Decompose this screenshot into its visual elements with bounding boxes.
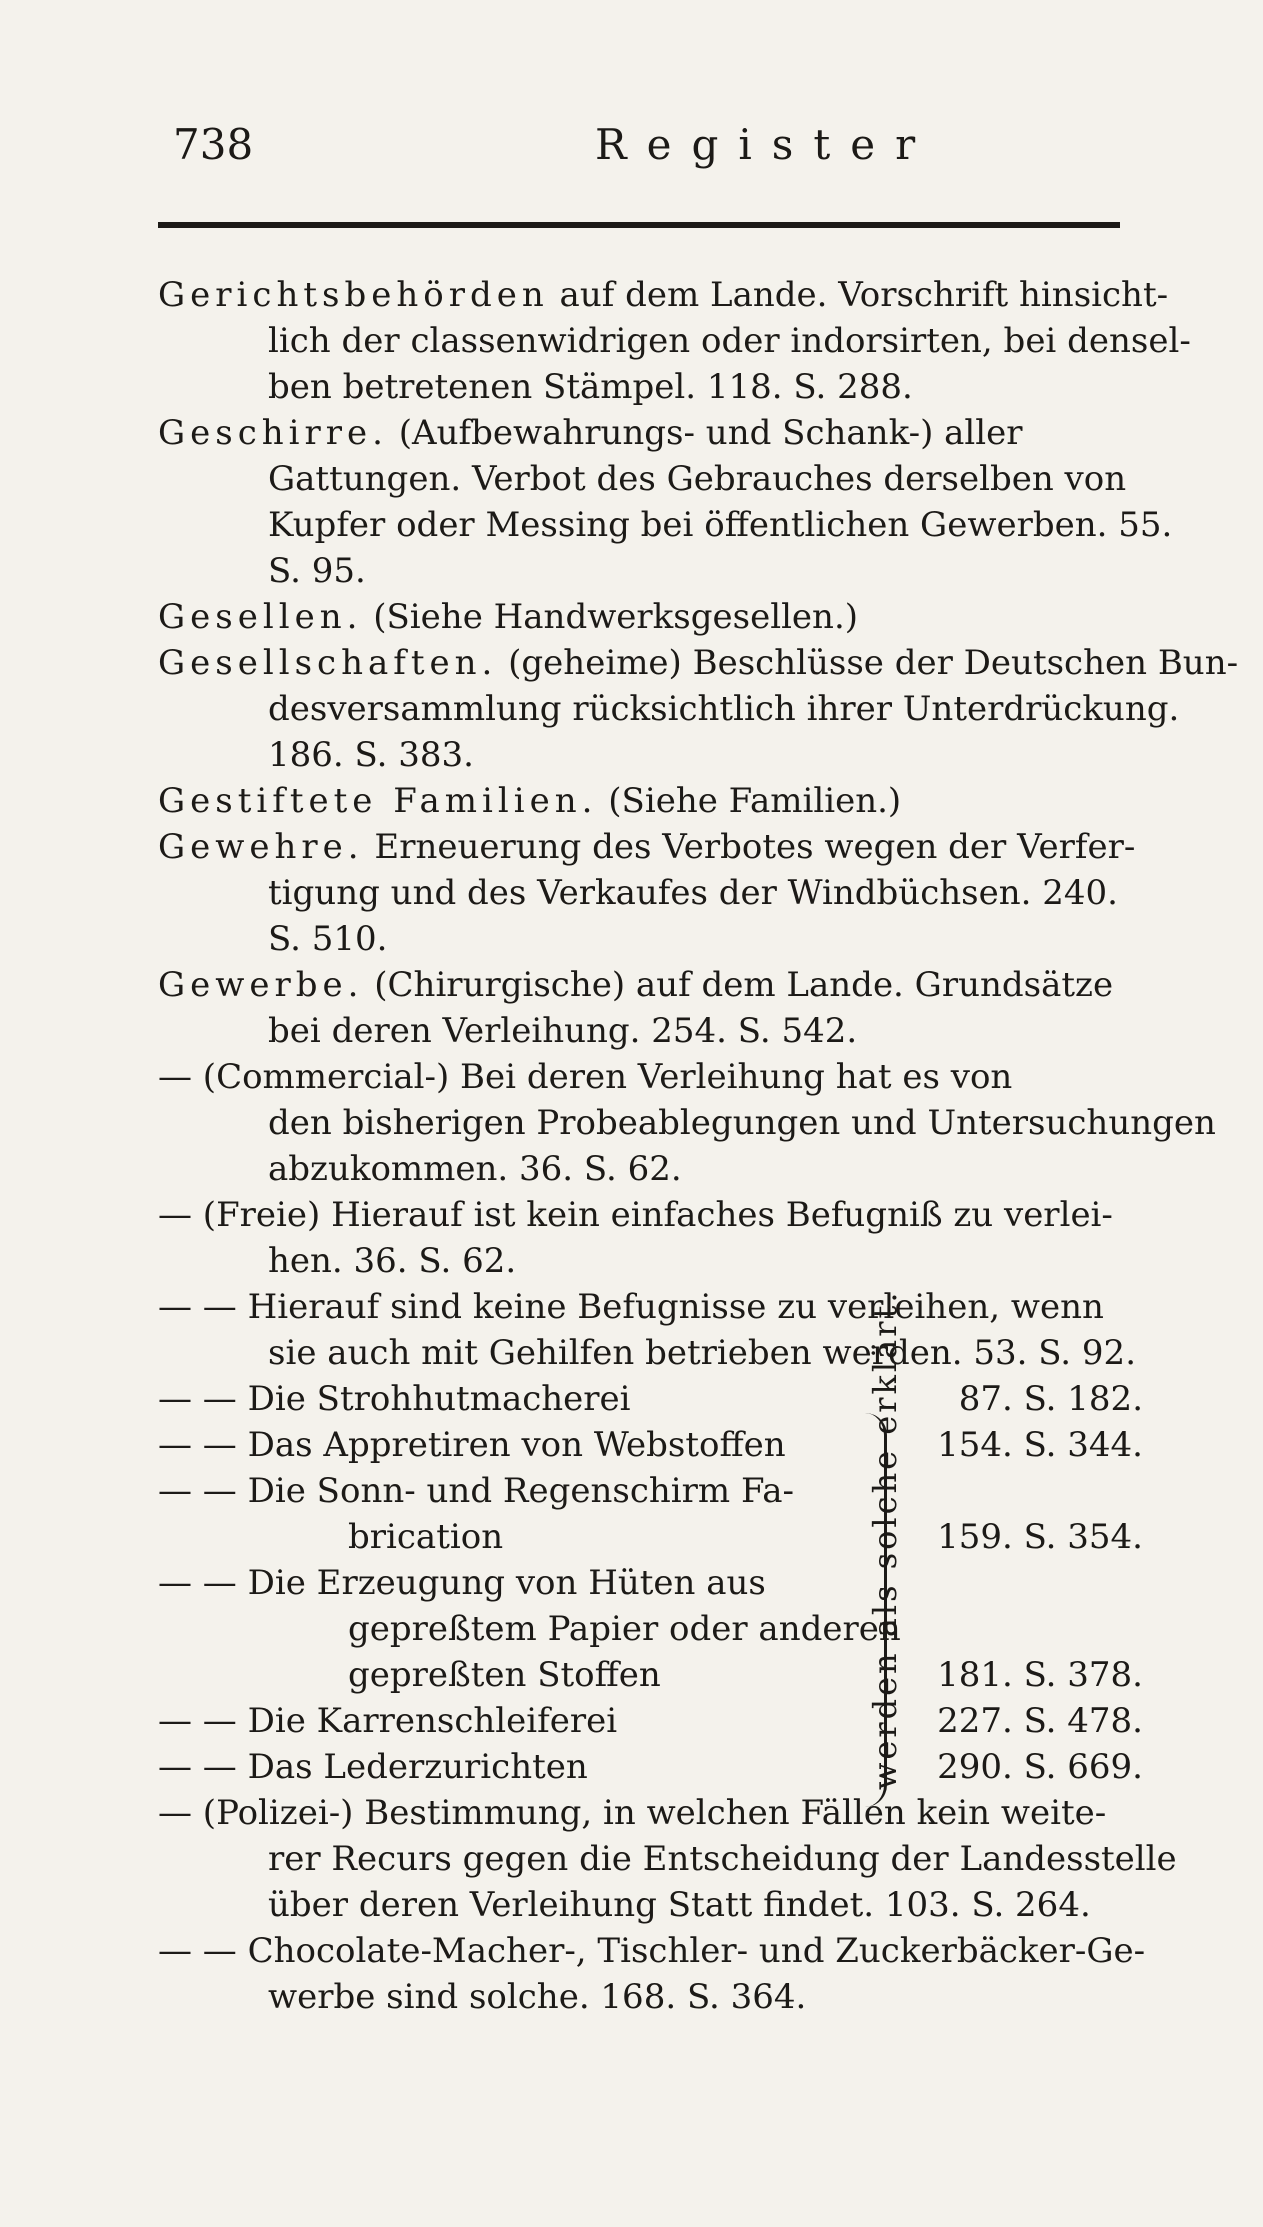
entry-line <box>158 824 1138 870</box>
entry-text: abzukommen. 36. S. 62. <box>268 1149 682 1189</box>
entry-reference: 181. S. 378. <box>937 1655 1143 1695</box>
entry-text: gepreßten Stoffen <box>348 1655 661 1695</box>
entry-text: hen. 36. S. 62. <box>268 1241 517 1281</box>
entry-line <box>158 1744 1143 1790</box>
entry-line <box>158 364 1138 410</box>
entry-reference: 154. S. 344. <box>937 1425 1143 1465</box>
entry-text: — — Die Karrenschleiferei <box>158 1701 618 1741</box>
entry-reference: 290. S. 669. <box>937 1747 1143 1787</box>
entry-line <box>158 1652 1143 1698</box>
entry-line <box>158 916 1138 962</box>
entry-heading: Gewerbe. <box>158 965 364 1005</box>
entry-line <box>158 640 1239 686</box>
entry-text: (Aufbewahrungs- und Schank-) aller <box>387 413 1023 453</box>
entry-line <box>158 1238 1138 1284</box>
entry-line <box>158 594 1138 640</box>
entry-line <box>158 870 1138 916</box>
entry-line <box>158 1974 1138 2020</box>
entry-line <box>158 1606 1138 1652</box>
entry-heading: Gesellschaften. <box>158 643 498 683</box>
entry-reference: 87. S. 182. <box>958 1379 1143 1419</box>
entry-line <box>158 1284 1138 1330</box>
entry-text: — — Das Appretiren von Webstoffen <box>158 1425 786 1465</box>
entry-line <box>158 1882 1138 1928</box>
entry-heading: Gestiftete Familien. <box>158 781 598 821</box>
entry-line <box>158 1514 1143 1560</box>
page-number: 738 <box>173 120 254 169</box>
entry-text: sie auch mit Gehilfen betrieben werden. 53. S. 92. <box>268 1333 1136 1373</box>
entry-line <box>158 1468 1138 1514</box>
running-title: Register <box>595 120 936 169</box>
entry-line <box>158 548 1138 594</box>
entry-line <box>158 732 1138 778</box>
entry-text: auf dem Lande. Vorschrift hinsicht- <box>548 275 1169 315</box>
entry-line <box>158 272 1169 318</box>
entry-text: ben betretenen Stämpel. 118. S. 288. <box>268 367 913 407</box>
entry-line <box>158 962 1138 1008</box>
entry-line <box>158 1192 1138 1238</box>
entry-text: lich der classenwidrigen oder indorsirten, bei densel- <box>268 321 1191 361</box>
entry-text: — — Die Sonn- und Regenschirm Fa- <box>158 1471 795 1511</box>
entry-line <box>158 1836 1177 1882</box>
entry-line <box>158 1330 1138 1376</box>
entry-line <box>158 456 1138 502</box>
entry-heading: Gesellen. <box>158 597 363 637</box>
entry-reference: 227. S. 478. <box>937 1701 1143 1741</box>
entry-line <box>158 502 1173 548</box>
entry-text: über deren Verleihung Statt findet. 103. S. 264. <box>268 1885 1091 1925</box>
entry-text: werbe sind solche. 168. S. 364. <box>268 1977 807 2017</box>
entry-text: — (Commercial-) Bei deren Verleihung hat es von <box>158 1057 1013 1097</box>
entry-text: — — Die Strohhutmacherei <box>158 1379 631 1419</box>
entry-text: (Siehe Familien.) <box>597 781 902 821</box>
entry-text: gepreßtem Papier oder anderen <box>348 1609 901 1649</box>
entry-text: — (Freie) Hierauf ist kein einfaches Befugniß zu verlei- <box>158 1195 1113 1235</box>
entry-line <box>158 1146 1138 1192</box>
entry-text: — — Die Erzeugung von Hüten aus <box>158 1563 766 1603</box>
entry-text: (geheime) Beschlüsse der Deutschen Bun- <box>497 643 1239 683</box>
entry-text: den bisherigen Probeablegungen und Untersuchungen <box>268 1103 1216 1143</box>
entry-text: desversammlung rücksichtlich ihrer Unterdrückung. <box>268 689 1180 729</box>
entry-text: Kupfer oder Messing bei öffentlichen Gewerben. 55. <box>268 505 1173 545</box>
entry-text: — — Das Lederzurichten <box>158 1747 588 1787</box>
entry-text: S. 510. <box>268 919 388 959</box>
entry-line <box>158 410 1138 456</box>
entry-line <box>158 1054 1138 1100</box>
entry-line <box>158 686 1180 732</box>
entry-line <box>158 318 1191 364</box>
entry-reference: 159. S. 354. <box>937 1517 1143 1557</box>
bracket-note: werden als solche erklärt. <box>866 1289 904 1790</box>
header-rule <box>158 222 1120 228</box>
entry-text: bei deren Verleihung. 254. S. 542. <box>268 1011 858 1051</box>
register-entries <box>158 272 1239 2020</box>
entry-text: rer Recurs gegen die Entscheidung der Landesstelle <box>268 1839 1177 1879</box>
entry-text: — — Hierauf sind keine Befugnisse zu verleihen, wenn <box>158 1287 1104 1327</box>
entry-line <box>158 1100 1216 1146</box>
entry-line <box>158 1698 1143 1744</box>
entry-heading: Gewehre. <box>158 827 364 867</box>
entry-text: Gattungen. Verbot des Gebrauches derselben von <box>268 459 1127 499</box>
entry-line <box>158 1008 1138 1054</box>
entry-line <box>158 1928 1146 1974</box>
entry-text: 186. S. 383. <box>268 735 474 775</box>
entry-heading: Gerichtsbehörden <box>158 275 549 315</box>
entry-heading: Geschirre. <box>158 413 388 453</box>
entry-text: — — Chocolate-Macher-, Tischler- und Zuckerbäcker-Ge- <box>158 1931 1146 1971</box>
entry-line <box>158 1422 1143 1468</box>
entry-text: tigung und des Verkaufes der Windbüchsen. 240. <box>268 873 1118 913</box>
entry-line <box>158 1790 1138 1836</box>
entry-line <box>158 778 1138 824</box>
page-header <box>165 120 1125 180</box>
entry-line <box>158 1376 1143 1422</box>
entry-text: — (Polizei-) Bestimmung, in welchen Fällen kein weite- <box>158 1793 1107 1833</box>
entry-text: (Chirurgische) auf dem Lande. Grundsätze <box>363 965 1114 1005</box>
entry-text: brication <box>348 1517 504 1557</box>
entry-text: Erneuerung des Verbotes wegen der Verfer- <box>363 827 1136 867</box>
entry-text: (Siehe Handwerksgesellen.) <box>362 597 859 637</box>
entry-text: S. 95. <box>268 551 366 591</box>
entry-line <box>158 1560 1138 1606</box>
